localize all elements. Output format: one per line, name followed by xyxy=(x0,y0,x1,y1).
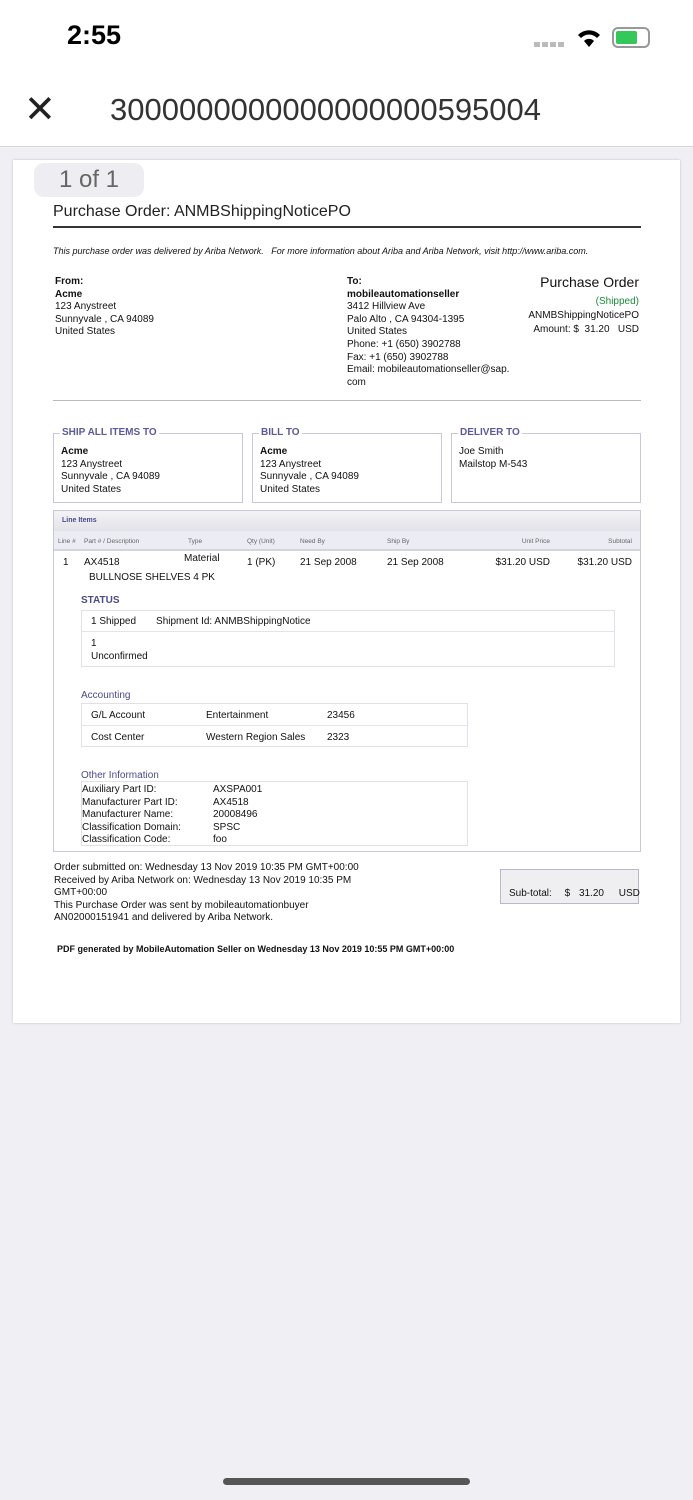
item-qty: 1 (PK) xyxy=(247,557,276,568)
item-type: Material xyxy=(184,553,220,564)
from-name: Acme xyxy=(55,288,83,300)
other-value: 20008496 xyxy=(213,809,258,820)
footer-line: AN02000151941 and delivered by Ariba Network. xyxy=(54,912,274,924)
to-name: mobileautomationseller xyxy=(347,288,460,300)
other-key: Classification Code: xyxy=(82,834,171,845)
shipment-id: Shipment Id: ANMBShippingNotice xyxy=(156,616,311,627)
wifi-icon xyxy=(575,26,603,48)
subtotal-symbol: $ xyxy=(564,888,571,899)
summary-id: ANMBShippingNoticePO xyxy=(528,310,639,321)
home-indicator[interactable] xyxy=(223,1478,470,1485)
from-address xyxy=(55,276,255,339)
part-number: AX4518 xyxy=(84,557,120,568)
to-line: Phone: +1 (650) 3902788 xyxy=(347,338,461,350)
status-row xyxy=(82,611,614,632)
page-indicator: 1 of 1 xyxy=(34,163,144,197)
need-by: 21 Sep 2008 xyxy=(300,557,357,568)
accounting-cell: Entertainment xyxy=(206,710,269,721)
status-bar xyxy=(0,0,693,75)
ship-to-line: 123 Anystreet xyxy=(61,458,123,470)
col-header: Part # / Description xyxy=(84,538,140,545)
to-line: Palo Alto , CA 94304-1395 xyxy=(347,313,465,325)
bill-to-name: Acme xyxy=(260,446,288,457)
deliver-to-box xyxy=(451,427,641,503)
subtotal-value: 31.20 xyxy=(578,888,604,899)
bill-to-line: United States xyxy=(260,483,321,495)
col-header: Line # xyxy=(58,538,76,545)
subtotal-box xyxy=(500,869,639,904)
other-value: AX4518 xyxy=(213,796,249,808)
col-header: Ship By xyxy=(387,538,410,545)
bill-to-label: BILL TO xyxy=(261,427,300,438)
footer-line: Received by Ariba Network on: Wednesday 13 Nov 2019 10:35 PM xyxy=(54,874,352,886)
line-item-row xyxy=(54,551,640,591)
accounting-table xyxy=(81,703,468,747)
accounting-cell: 2323 xyxy=(327,732,350,743)
status-row xyxy=(82,632,614,669)
accounting-cell: Cost Center xyxy=(91,732,145,743)
summary-amount: Amount: $ 31.20 USD xyxy=(533,324,639,335)
other-key: Manufacturer Name: xyxy=(82,809,174,820)
status-title: STATUS xyxy=(81,595,120,606)
footer-line: GMT+00:00 xyxy=(54,887,108,899)
summary-title: Purchase Order xyxy=(540,274,639,290)
to-line: United States xyxy=(347,326,408,338)
order-footer xyxy=(54,862,359,925)
to-line: Fax: +1 (650) 3902788 xyxy=(347,351,449,363)
bill-to-line: 123 Anystreet xyxy=(260,458,322,470)
other-info-table xyxy=(81,781,468,846)
col-header: Subtotal xyxy=(608,538,632,545)
accounting-cell: 23456 xyxy=(327,710,355,721)
footer-line: Order submitted on: Wednesday 13 Nov 2019 10:35 PM GMT+00:00 xyxy=(54,862,359,873)
line-items-panel xyxy=(53,510,641,852)
accounting-cell: G/L Account xyxy=(91,710,146,721)
col-header: Need By xyxy=(300,538,325,545)
pdf-heading: Purchase Order: ANMBShippingNoticePO xyxy=(53,203,351,220)
other-info-row xyxy=(82,834,467,847)
other-info-row xyxy=(82,784,467,797)
other-key: Auxiliary Part ID: xyxy=(82,784,157,795)
subtotal-currency: USD xyxy=(618,888,640,899)
ship-to-name: Acme xyxy=(61,446,89,457)
ship-to-line: United States xyxy=(61,483,122,495)
ship-to-line: Sunnyvale , CA 94089 xyxy=(61,471,160,483)
accounting-cell: Western Region Sales xyxy=(206,732,306,743)
to-label: To: xyxy=(347,276,362,287)
part-description: BULLNOSE SHELVES 4 PK xyxy=(89,572,215,583)
accounting-title: Accounting xyxy=(81,690,131,701)
divider xyxy=(53,400,641,401)
line-items-header xyxy=(54,531,640,551)
pdf-page[interactable] xyxy=(13,160,680,1023)
accounting-row xyxy=(82,704,467,726)
accounting-row xyxy=(82,726,467,747)
from-label: From: xyxy=(55,276,84,287)
line-number: 1 xyxy=(63,557,69,568)
other-info-row xyxy=(82,809,467,822)
other-value: AXSPA001 xyxy=(213,784,263,795)
status-shipped: 1 Shipped xyxy=(91,616,137,627)
to-address xyxy=(347,276,517,389)
ariba-notice: This purchase order was delivered by Ariba Network. For more information about Ariba and Ariba Network, visit http://www.ariba.com. xyxy=(53,246,589,256)
subtotal: $31.20 USD xyxy=(577,557,632,568)
to-line: 3412 Hillview Ave xyxy=(347,301,426,313)
to-line: Email: mobileautomationseller@sap. xyxy=(347,364,510,376)
deliver-to-line: Mailstop M-543 xyxy=(459,458,528,470)
footer-line: This Purchase Order was sent by mobileautomationbuyer xyxy=(54,899,309,911)
bill-to-line: Sunnyvale , CA 94089 xyxy=(260,471,359,483)
signal-icon xyxy=(534,42,566,47)
other-info-row xyxy=(82,822,467,835)
other-value: foo xyxy=(213,834,227,845)
col-header: Type xyxy=(188,538,203,545)
from-line: Sunnyvale , CA 94089 xyxy=(55,313,154,325)
ship-to-box xyxy=(53,427,243,503)
col-header: Unit Price xyxy=(521,538,550,545)
deliver-to-label: DELIVER TO xyxy=(460,427,520,438)
other-info-title: Other Information xyxy=(81,770,159,781)
battery-icon xyxy=(612,27,650,48)
ship-by: 21 Sep 2008 xyxy=(387,557,444,568)
bill-to-box xyxy=(252,427,442,503)
order-summary xyxy=(528,274,639,337)
other-info-row xyxy=(82,797,467,810)
other-value: SPSC xyxy=(213,821,241,833)
to-line: com xyxy=(347,376,366,388)
unconfirmed-label: Unconfirmed xyxy=(91,650,148,662)
heading-rule xyxy=(53,226,641,228)
col-header: Qty (Unit) xyxy=(247,538,275,545)
other-key: Classification Domain: xyxy=(82,821,181,833)
from-line: 123 Anystreet xyxy=(55,301,117,313)
status-table xyxy=(81,610,615,667)
summary-status: (Shipped) xyxy=(595,296,639,307)
other-key: Manufacturer Part ID: xyxy=(82,796,178,808)
line-items-title: Line Items xyxy=(54,511,640,531)
document-title: 3000000000000000000595004 xyxy=(110,92,542,127)
deliver-to-line: Joe Smith xyxy=(459,446,504,457)
unit-price: $31.20 USD xyxy=(495,557,550,568)
ship-to-label: SHIP ALL ITEMS TO xyxy=(62,427,157,438)
subtotal-label: Sub-total: xyxy=(509,888,552,899)
pdf-generated-note: PDF generated by MobileAutomation Seller on Wednesday 13 Nov 2019 10:55 PM GMT+00:00 xyxy=(57,944,455,954)
unconfirmed-qty: 1 xyxy=(91,638,97,649)
close-icon[interactable]: ✕ xyxy=(24,89,56,131)
from-line: United States xyxy=(55,326,116,338)
status-time: 2:55 xyxy=(67,20,122,50)
